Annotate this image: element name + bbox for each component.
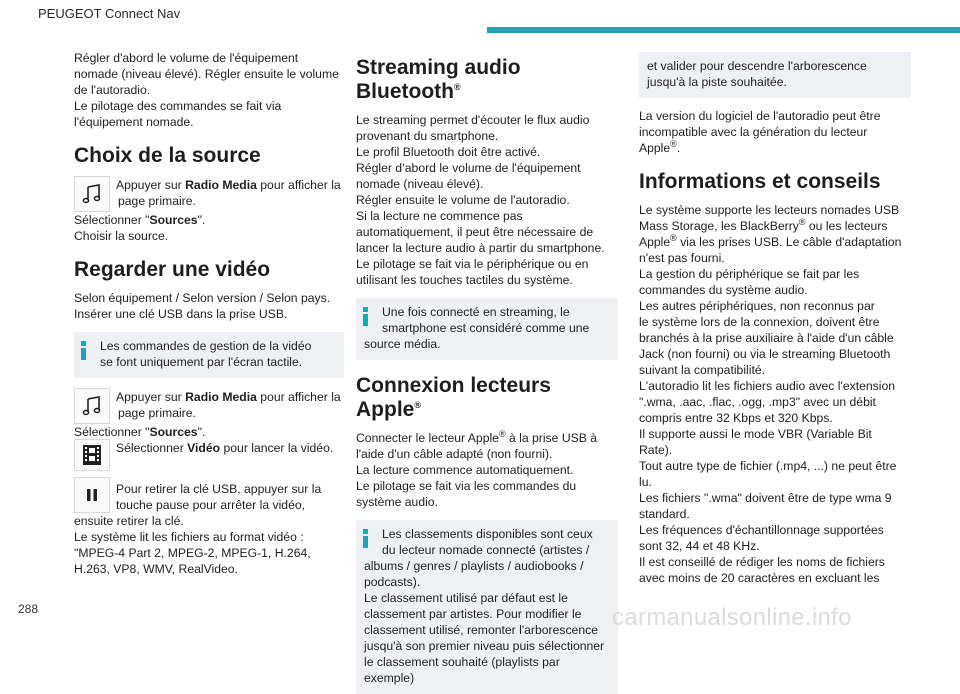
body-line: ".wma, .aac, .flac, .ogg, .mp3" avec un débit <box>639 395 876 409</box>
info-note <box>356 520 618 694</box>
body-line: Le pilotage se fait via les commandes du <box>356 479 577 493</box>
body-line: commandes du système audio. <box>639 283 808 297</box>
header-accent-bar <box>487 27 960 33</box>
note-line: Le classement utilisé par défaut est le <box>364 591 568 605</box>
body-line: L'autoradio lit les fichiers audio avec l'extension <box>639 379 895 393</box>
body-line: avec moins de 20 caractères en excluant les <box>639 571 880 585</box>
button-reference: Radio Media <box>185 390 257 404</box>
note-line: jusqu'à son premier niveau puis sélectionner <box>364 639 605 653</box>
body-line: Le profil Bluetooth doit être activé. <box>356 145 541 159</box>
body-line: suivant la compatibilité. <box>639 363 765 377</box>
body-line: La lecture commence automatiquement. <box>356 463 574 477</box>
page-number: 288 <box>18 602 39 616</box>
instruction-text: Appuyer sur <box>116 390 186 404</box>
intro-line: Le pilotage des commandes se fait via <box>74 99 282 113</box>
body-line: lancer la lecture audio à partir du smartphone. <box>356 241 605 255</box>
note-line: Les classements disponibles sont ceux <box>382 527 593 541</box>
body-line: Le système lit les fichiers au format vidéo : <box>74 530 304 544</box>
button-reference: Radio Media <box>185 178 257 192</box>
note-line: classement par artistes. Pour modifier le <box>364 607 582 621</box>
body-line: sont 32, 44 et 48 KHz. <box>639 539 760 553</box>
body-line: H.263, VP8, WMV, RealVideo. <box>74 562 238 576</box>
instruction-text: touche pause pour arrêter la vidéo, <box>116 498 306 512</box>
body-line: Le système supporte les lecteurs nomades USB <box>639 203 900 217</box>
intro-line: nomade (niveau élevé). Régler ensuite le volume <box>74 67 339 81</box>
intro-line: l'équipement nomade. <box>74 115 194 129</box>
instruction-text: Choisir la source. <box>74 229 169 243</box>
column-middle <box>356 50 618 694</box>
body-line: "MPEG-4 Part 2, MPEG-2, MPEG-1, H.264, <box>74 546 311 560</box>
body-line: système audio. <box>356 495 438 509</box>
info-note <box>74 332 344 378</box>
note-line: smartphone est considéré comme une <box>382 321 590 335</box>
intro-line: Régler d'abord le volume de l'équipement <box>74 51 299 65</box>
section-title-bluetooth: Streaming audio Bluetooth® <box>356 56 521 103</box>
info-icon <box>363 307 368 352</box>
body-line: Tout autre type de fichier (.mp4, ...) ne peut être <box>639 459 897 473</box>
instruction-text: pour afficher la <box>256 178 341 192</box>
body-line: Apple®. <box>639 138 681 155</box>
note-line: podcasts). <box>364 575 421 589</box>
body-line: Il est conseillé de rédiger les noms de fichiers <box>639 555 885 569</box>
body-line: Les fréquences d'échantillonnage supportées <box>639 523 884 537</box>
body-line: automatiquement, il peut être nécessaire de <box>356 225 594 239</box>
instruction-text: page primaire. <box>118 406 196 420</box>
body-line: La gestion du périphérique se fait par les <box>639 267 860 281</box>
body-line: incompatible avec la génération du lecteur <box>639 125 868 139</box>
body-line: Jack (non fourni) ou via le streaming Bluetooth <box>639 347 891 361</box>
instruction-pause <box>74 477 344 513</box>
instruction-text: Sélectionner " <box>74 213 150 227</box>
body-line: Les autres périphériques, non reconnus par <box>639 299 875 313</box>
intro-line: de l'autoradio. <box>74 83 151 97</box>
section-title-video: Regarder une vidéo <box>74 258 271 281</box>
music-note-icon <box>74 388 110 424</box>
instruction-radio-media-video <box>74 388 344 424</box>
note-line: Les commandes de gestion de la vidéo <box>100 339 312 353</box>
body-line: Si la lecture ne commence pas <box>356 209 523 223</box>
body-line: Selon équipement / Selon version / Selon pays. <box>74 291 331 305</box>
info-note <box>356 298 618 360</box>
body-line: lu. <box>639 475 652 489</box>
instruction-radio-media <box>74 176 344 212</box>
body-line: Rate). <box>639 443 673 457</box>
instruction-text: pour afficher la <box>256 390 341 404</box>
instruction-text: Sélectionner <box>116 441 188 455</box>
body-line: branchés à la prise auxiliaire à l'aide d'un câble <box>639 331 894 345</box>
instruction-text: Appuyer sur <box>116 178 186 192</box>
instruction-text: ensuite retirer la clé. <box>74 514 184 528</box>
body-line: Régler ensuite le volume de l'autoradio. <box>356 193 570 207</box>
note-line: albums / genres / playlists / audiobooks / <box>364 559 584 573</box>
instruction-text: Pour retirer la clé USB, appuyer sur la <box>116 482 322 496</box>
column-right <box>639 50 911 586</box>
menu-reference: Sources <box>149 213 198 227</box>
note-line: du lecteur nomade connecté (artistes / <box>382 543 590 557</box>
body-line: standard. <box>639 507 690 521</box>
menu-reference: Sources <box>149 425 198 439</box>
instruction-text: pour lancer la vidéo. <box>220 441 334 455</box>
body-line: Insérer une clé USB dans la prise USB. <box>74 307 288 321</box>
menu-reference: Vidéo <box>187 441 221 455</box>
body-line: le système lors de la connexion, doivent être <box>639 315 880 329</box>
body-line: compris entre 32 Kbps et 320 Kbps. <box>639 411 833 425</box>
section-title-apple: Connexion lecteurs Apple® <box>356 374 551 421</box>
body-line: Mass Storage, les BlackBerry® ou les lecteurs <box>639 216 888 233</box>
instruction-select-video <box>74 439 344 471</box>
body-line: Il supporte aussi le mode VBR (Variable Bit <box>639 427 872 441</box>
pause-icon <box>74 477 110 513</box>
info-icon <box>81 341 86 370</box>
body-line: Le streaming permet d'écouter le flux audio <box>356 113 590 127</box>
body-line: l'aide d'un câble adapté (non fourni). <box>356 447 553 461</box>
body-line: Le pilotage se fait via le périphérique ou en <box>356 257 589 271</box>
instruction-text: ". <box>197 213 206 227</box>
column-left <box>74 50 344 577</box>
instruction-text: Sélectionner " <box>74 425 150 439</box>
note-line: classement utilisé, remonter l'arborescence <box>364 623 598 637</box>
instruction-text: page primaire. <box>118 194 196 208</box>
music-note-icon <box>74 176 110 212</box>
note-line: jusqu'à la piste souhaitée. <box>647 75 787 89</box>
section-title-source: Choix de la source <box>74 144 261 167</box>
body-line: Apple® via les prises USB. Le câble d'adaptation <box>639 232 902 249</box>
film-strip-icon <box>74 439 110 471</box>
body-line: utilisant les touches tactiles du système. <box>356 273 573 287</box>
note-line: et valider pour descendre l'arborescence <box>647 59 867 73</box>
note-line: Une fois connecté en streaming, le <box>382 305 570 319</box>
info-note-continued <box>639 52 911 98</box>
note-line: le classement souhaité (playlists par exemple) <box>364 655 560 685</box>
note-line: se font uniquement par l'écran tactile. <box>100 355 303 369</box>
note-line: source média. <box>364 337 441 351</box>
section-title-info: Informations et conseils <box>639 170 881 193</box>
body-line: n'est pas fourni. <box>639 251 725 265</box>
watermark: carmanualsonline.info <box>612 604 852 631</box>
body-line: Régler d’abord le volume de l'équipement <box>356 161 581 175</box>
info-icon <box>363 529 368 686</box>
body-line: nomade (niveau élevé). <box>356 177 484 191</box>
instruction-text: ". <box>197 425 206 439</box>
body-line: Connecter le lecteur Apple® à la prise USB à <box>356 428 598 445</box>
body-line: Les fichiers ".wma" doivent être de type wma 9 <box>639 491 892 505</box>
body-line: La version du logiciel de l'autoradio peut être <box>639 109 881 123</box>
running-header: PEUGEOT Connect Nav <box>38 6 181 21</box>
body-line: provenant du smartphone. <box>356 129 499 143</box>
